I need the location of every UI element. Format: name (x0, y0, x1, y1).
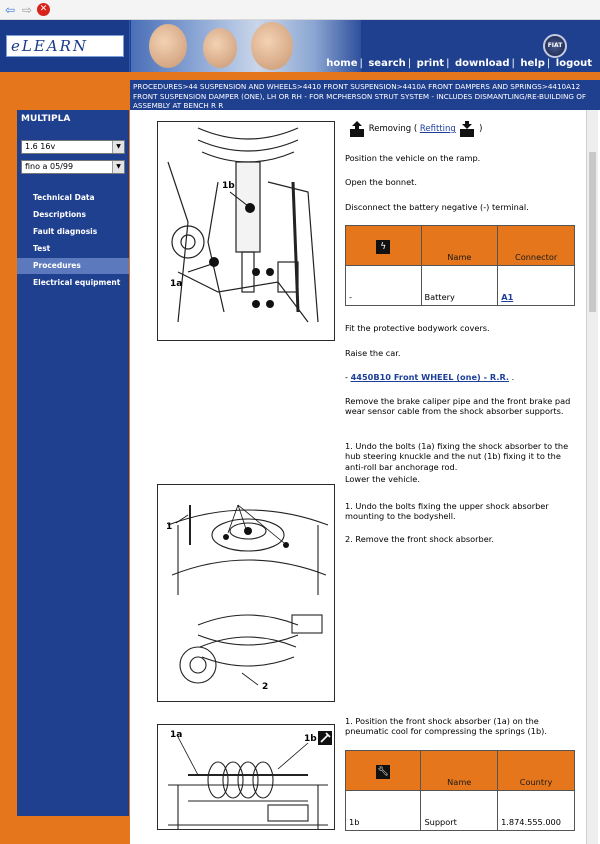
table-cell: Battery (421, 266, 498, 306)
step-text: Open the bonnet. (345, 177, 417, 187)
table-header: Name (421, 751, 498, 791)
wrench-icon: 🔧︎ (377, 767, 389, 777)
nav-logout[interactable]: logout (555, 58, 592, 69)
scrollbar-thumb[interactable] (589, 152, 596, 312)
stop-icon[interactable]: ✕ (37, 3, 50, 16)
removing-label: Removing ( (368, 124, 418, 134)
table-cell: Support (421, 791, 498, 831)
engine-select[interactable] (21, 140, 125, 154)
model-title: MULTIPLA (21, 114, 71, 124)
table-cell: - (346, 266, 422, 306)
link-suffix: . (509, 372, 515, 382)
dropdown-arrow-icon[interactable]: ▼ (112, 141, 124, 153)
step-text: Lower the vehicle. (345, 474, 420, 484)
nav-home[interactable]: home (326, 58, 358, 69)
nav-download[interactable]: download (454, 58, 510, 69)
step-text: Fit the protective bodywork covers. (345, 323, 490, 333)
close-paren: ) (479, 124, 483, 134)
forward-arrow-icon[interactable]: ⇨ (21, 3, 33, 17)
header-face-image (149, 24, 187, 68)
upper-mount-diagram (158, 485, 335, 702)
figure-upper-mount (157, 484, 335, 702)
step-text: 1. Undo the bolts fixing the upper shock absorber mounting to the bodyshell. (345, 501, 549, 522)
sidebar-item-procedures[interactable]: Procedures (17, 258, 129, 274)
figure-label: 1b (222, 181, 235, 191)
table-header-icon-cell (346, 226, 422, 266)
sidebar-item-test[interactable]: Test (33, 244, 51, 253)
step-text: 1. Position the front shock absorber (1a) on the pneumatic cool for compressing the springs (1b). (345, 716, 547, 737)
browser-toolbar (0, 0, 600, 20)
table-header: Country (498, 751, 575, 791)
dropdown-arrow-icon[interactable]: ▼ (112, 161, 124, 173)
breadcrumb: PROCEDURES>44 SUSPENSION AND WHEELS>4410 FRONT SUSPENSION>4410A FRONT DAMPERS AND SPRINGS>4410A12 FRONT SUSPENSION DAMPER (ONE), LH OR RH - FOR MCPHERSON STRUT SYSTEM - INCLUDES DISMANTLING/RE-BUILDING OF ASSEMBLY AT BENCH R R (130, 80, 600, 110)
header-face-image (251, 22, 293, 70)
strut-diagram (158, 122, 335, 341)
figure-label: 1a (170, 279, 183, 289)
figure-spring-compressor (157, 724, 335, 830)
step-text: Remove the brake caliper pipe and the front brake pad wear sensor cable from the shock absorber supports. (345, 396, 571, 417)
figure-strut-mounted (157, 121, 335, 341)
figure-label: 1b (304, 734, 317, 744)
sidebar-item-fault-diagnosis[interactable]: Fault diagnosis (33, 227, 98, 236)
site-header (0, 20, 600, 72)
elearn-logo-box (0, 20, 130, 72)
figure-label: 1 (166, 522, 173, 532)
sidebar (17, 110, 129, 816)
procedure-link-line (345, 372, 575, 382)
sidebar-item-electrical-equipment[interactable]: Electrical equipment (33, 278, 121, 287)
figure-label: 1a (170, 730, 183, 740)
procedure-link[interactable]: 4450B10 Front WHEEL (one) - R.R. (350, 372, 510, 382)
compressor-diagram (158, 725, 335, 830)
sidebar-item-technical-data[interactable]: Technical Data (33, 193, 95, 202)
step-text: 1. Undo the bolts (1a) fixing the shock absorber to the hub steering knuckle and the nut (1b) fixing it to the anti-roll bar anchorage rod. (345, 441, 569, 472)
link-prefix: - (345, 372, 351, 382)
fiat-logo: FIAT (543, 34, 567, 58)
step-text: Raise the car. (345, 348, 401, 358)
nav-help[interactable]: help (520, 58, 545, 69)
elearn-logo[interactable]: eLEARN (6, 35, 124, 57)
step-text: Disconnect the battery negative (-) terminal. (345, 202, 529, 212)
header-nav: home | search | print | download | help | logout (326, 58, 592, 69)
table-header: Connector (498, 226, 575, 266)
step-text: 2. Remove the front shock absorber. (345, 534, 494, 544)
tool-table (345, 750, 575, 831)
nav-search[interactable]: search (368, 58, 406, 69)
removing-icon (348, 120, 366, 138)
step-text: Position the vehicle on the ramp. (345, 153, 481, 163)
nav-print[interactable]: print (416, 58, 445, 69)
date-select[interactable] (21, 160, 125, 174)
table-cell: 1b (346, 791, 421, 831)
table-header: Name (421, 226, 498, 266)
connector-link[interactable]: A1 (501, 292, 514, 302)
removing-refitting-line (348, 118, 483, 140)
lightning-icon: ϟ (376, 240, 390, 254)
table-cell (498, 266, 575, 306)
sidebar-item-descriptions[interactable]: Descriptions (33, 210, 86, 219)
header-face-image (203, 28, 237, 68)
refitting-link[interactable]: Refitting (419, 124, 456, 134)
back-arrow-icon[interactable]: ⇦ (4, 3, 16, 17)
table-cell: 1.874.555.000 (498, 791, 575, 831)
figure-label: 2 (262, 682, 269, 692)
refitting-icon (458, 120, 476, 138)
header-divider (0, 72, 600, 80)
date-select-value: fino a 05/99 (25, 162, 74, 171)
connector-table (345, 225, 575, 306)
engine-select-value: 1.6 16v (25, 142, 56, 151)
table-header-icon-cell (346, 751, 421, 791)
